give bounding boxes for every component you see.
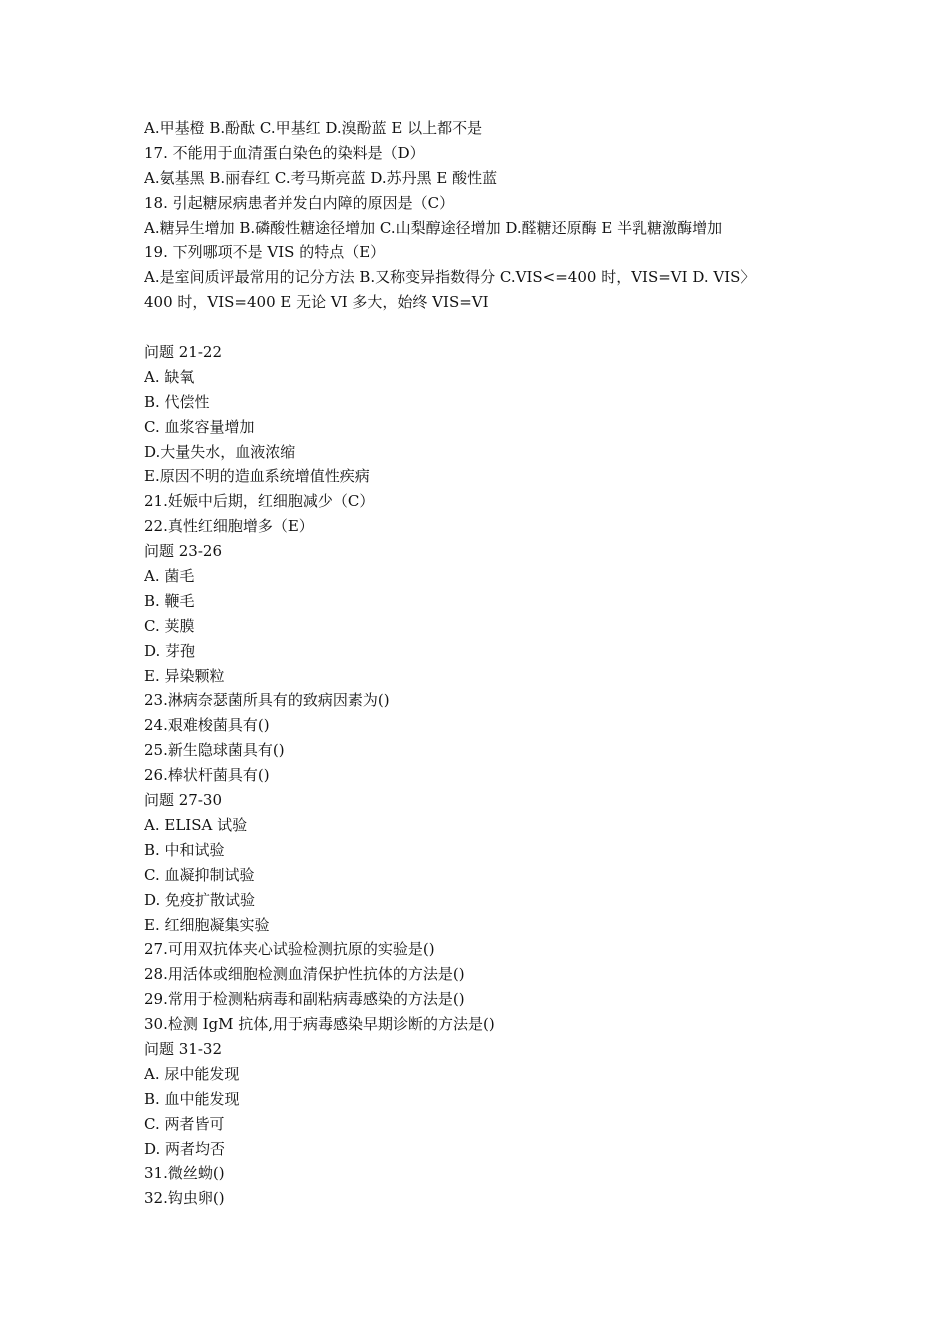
text-line: 问题 21-22 <box>144 343 223 362</box>
text-line: 问题 23-26 <box>144 542 223 561</box>
text-line: 29.常用于检测粘病毒和副粘病毒感染的方法是() <box>144 990 465 1009</box>
text-line: A.甲基橙 B.酚酞 C.甲基红 D.溴酚蓝 E 以上都不是 <box>144 119 483 137</box>
text-line: 32.钩虫卵() <box>144 1189 225 1208</box>
document-body <box>144 116 804 1211</box>
text-line: D.大量失水，血液浓缩 <box>144 442 296 461</box>
text-line: 22.真性红细胞增多（E） <box>144 517 314 536</box>
text-line: 23.淋病奈瑟菌所具有的致病因素为() <box>144 691 390 710</box>
text-line: C. 血浆容量增加 <box>144 417 255 436</box>
text-line: E. 红细胞凝集实验 <box>144 915 270 934</box>
text-line: A.氨基黑 B.丽春红 C.考马斯亮蓝 D.苏丹黑 E 酸性蓝 <box>144 168 498 187</box>
text-line: 19. 下列哪项不是 VIS 的特点（E） <box>144 243 386 262</box>
text-line: 27.可用双抗体夹心试验检测抗原的实验是() <box>144 940 435 959</box>
text-line: 25.新生隐球菌具有() <box>144 741 285 760</box>
text-line: D. 芽孢 <box>144 641 196 660</box>
text-line: C. 两者皆可 <box>144 1114 225 1133</box>
text-line: E.原因不明的造血系统增值性疾病 <box>144 467 370 486</box>
text-line: A.糖异生增加 B.磷酸性糖途径增加 C.山梨醇途径增加 D.醛糖还原酶 E 半乳糖激酶增加 <box>144 218 723 237</box>
text-line: B. 中和试验 <box>144 840 225 859</box>
text-line: 31.微丝蚴() <box>144 1164 225 1183</box>
text-line: 18. 引起糖尿病患者并发白内障的原因是（C） <box>144 193 455 212</box>
text-line: B. 代偿性 <box>144 392 210 411</box>
text-line: 30.检测 IgM 抗体,用于病毒感染早期诊断的方法是() <box>144 1015 495 1034</box>
text-line: C. 荚膜 <box>144 616 195 635</box>
text-line: 问题 31-32 <box>144 1039 223 1058</box>
text-line: 28.用活体或细胞检测血清保护性抗体的方法是() <box>144 965 465 984</box>
blank-line <box>144 315 804 340</box>
text-line: D. 两者均否 <box>144 1139 226 1158</box>
text-line: B. 鞭毛 <box>144 591 195 610</box>
text-line: B. 血中能发现 <box>144 1089 240 1108</box>
text-line: D. 免疫扩散试验 <box>144 890 256 909</box>
text-line: 21.妊娠中后期，红细胞减少（C） <box>144 492 375 511</box>
text-line: E. 异染颗粒 <box>144 666 225 685</box>
text-line: C. 血凝抑制试验 <box>144 865 255 884</box>
text-line: A. ELISA 试验 <box>144 815 248 834</box>
text-line: A. 菌毛 <box>144 567 195 586</box>
text-line: 问题 27-30 <box>144 791 223 810</box>
text-line: 17. 不能用于血清蛋白染色的染料是（D） <box>144 143 425 162</box>
text-line: 24.艰难梭菌具有() <box>144 716 270 735</box>
text-line: A. 缺氧 <box>144 367 195 386</box>
text-line: A.是室间质评最常用的记分方法 B.又称变异指数得分 C.VIS<=400 时，VIS=VI D. VIS〉 <box>144 268 756 287</box>
text-line: 26.棒状杆菌具有() <box>144 766 270 785</box>
text-line: 400 时，VIS=400 E 无论 VI 多大，始终 VIS=VI <box>144 293 489 312</box>
text-line: A. 尿中能发现 <box>144 1064 240 1083</box>
